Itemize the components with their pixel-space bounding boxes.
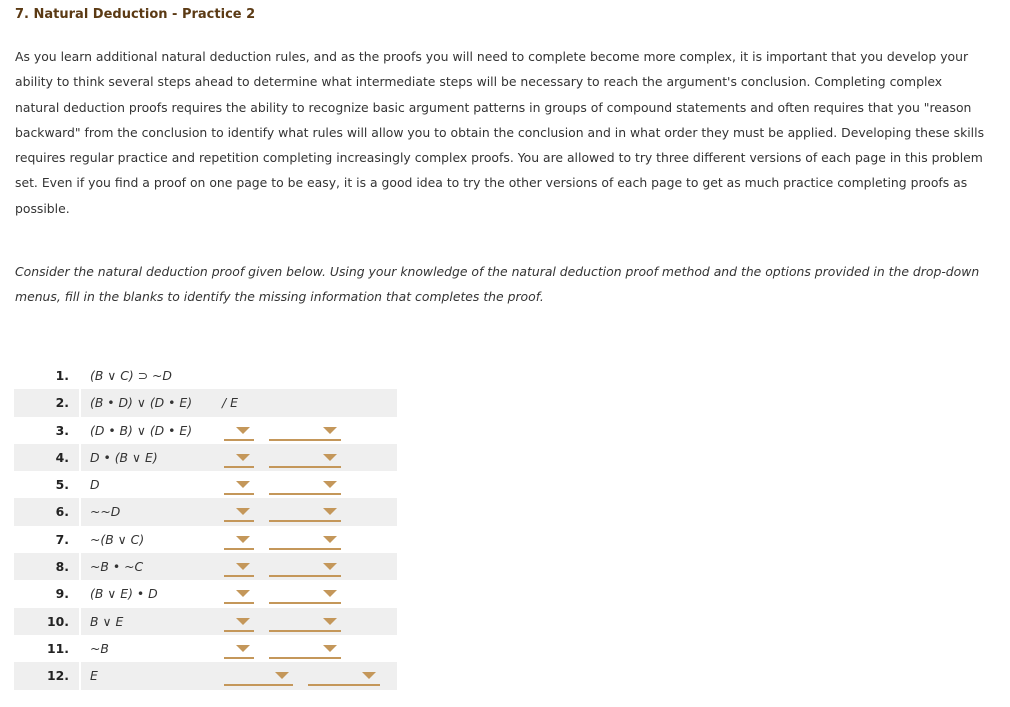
dropdown-arrow-icon: [236, 536, 250, 543]
proof-line: [14, 471, 397, 498]
line-number: 5.: [55, 477, 69, 493]
line-formula: ~B • ~C: [90, 559, 144, 575]
dropdown-arrow-icon: [236, 454, 250, 461]
line-formula: E: [90, 668, 98, 684]
line-reference-dropdown[interactable]: [224, 586, 254, 604]
line-formula: (B ∨ E) • D: [90, 586, 158, 602]
line-reference-dropdown[interactable]: [224, 668, 293, 686]
instructions: Consider the natural deduction proof given below. Using your knowledge of the natural deduction proof method and the options provided in the drop-down menus, fill in the blanks to identify the missing information that completes the proof.: [15, 264, 980, 305]
dropdown-arrow-icon: [275, 672, 289, 679]
proof-line: [14, 635, 397, 662]
proof-line: [14, 526, 397, 553]
line-reference-dropdown[interactable]: [224, 614, 254, 632]
dropdown-arrow-icon: [323, 536, 337, 543]
line-number: 12.: [47, 668, 69, 684]
line-formula: (D • B) ∨ (D • E): [90, 422, 193, 438]
proof-line: [14, 444, 397, 471]
line-number: 2.: [55, 395, 69, 411]
line-number: 8.: [55, 559, 69, 575]
line-reference-dropdown[interactable]: [224, 559, 254, 577]
line-formula: D • (B ∨ E): [90, 449, 158, 465]
proof-line: [14, 389, 397, 416]
proof-table: [14, 362, 397, 690]
dropdown-arrow-icon: [323, 454, 337, 461]
dropdown-arrow-icon: [236, 618, 250, 625]
rule-dropdown[interactable]: [269, 423, 341, 441]
line-reference-dropdown[interactable]: [224, 477, 254, 495]
line-number: 11.: [47, 640, 69, 656]
rule-dropdown[interactable]: [269, 504, 341, 522]
line-formula: D: [90, 477, 100, 493]
rule-dropdown[interactable]: [269, 559, 341, 577]
line-formula: (B • D) ∨ (D • E): [90, 395, 193, 411]
rule-dropdown[interactable]: [269, 586, 341, 604]
dropdown-arrow-icon: [323, 563, 337, 570]
line-number: 6.: [55, 504, 69, 520]
line-formula: ~~D: [90, 504, 121, 520]
rule-dropdown[interactable]: [269, 450, 341, 468]
rule-dropdown[interactable]: [308, 668, 380, 686]
intro-paragraph: As you learn additional natural deduction rules, and as the proofs you will need to complete become more complex, it is important that you develop your ability to think several steps ahead to determine what intermediate steps will be necessary to reach the argument's conclusion. Completing complex natural deduction proofs requires the ability to recognize basic argument patterns in groups of compound statements and often requires that you "reason backward" from the conclusion to identify what rules will allow you to obtain the conclusion and in what order they must be applied. Developing these skills requires regular practice and repetition completing increasingly complex proofs. You are allowed to try three different versions of each page in this problem set. Even if you find a proof on one page to be easy, it is a good idea to try the other versions of each page to get as much practice completing proofs as possible.: [15, 49, 985, 216]
line-reference-dropdown[interactable]: [224, 641, 254, 659]
line-formula: ~(B ∨ C): [90, 531, 145, 547]
dropdown-arrow-icon: [236, 508, 250, 515]
dropdown-arrow-icon: [323, 508, 337, 515]
line-number: 10.: [47, 613, 69, 629]
rule-dropdown[interactable]: [269, 532, 341, 550]
line-number: 1.: [55, 368, 69, 383]
dropdown-arrow-icon: [236, 645, 250, 652]
proof-line: [14, 417, 397, 444]
line-formula: B ∨ E: [90, 613, 124, 629]
proof-line: [14, 662, 397, 689]
dropdown-arrow-icon: [323, 618, 337, 625]
line-formula: (B ∨ C) ⊃ ~D: [90, 368, 172, 383]
rule-dropdown[interactable]: [269, 641, 341, 659]
proof-line: [14, 553, 397, 580]
line-reference-dropdown[interactable]: [224, 423, 254, 441]
rule-dropdown[interactable]: [269, 614, 341, 632]
page-title: 7. Natural Deduction - Practice 2: [15, 7, 256, 22]
dropdown-arrow-icon: [236, 563, 250, 570]
line-number: 9.: [55, 586, 69, 602]
line-reference-dropdown[interactable]: [224, 532, 254, 550]
dropdown-arrow-icon: [323, 481, 337, 488]
dropdown-arrow-icon: [236, 427, 250, 434]
dropdown-arrow-icon: [236, 481, 250, 488]
line-number: 4.: [55, 449, 69, 465]
line-number: 3.: [55, 422, 69, 438]
dropdown-arrow-icon: [236, 590, 250, 597]
proof-line: [14, 608, 397, 635]
proof-line: [14, 580, 397, 607]
proof-line: [14, 498, 397, 525]
line-formula: ~B: [90, 640, 109, 656]
line-number: 7.: [55, 531, 69, 547]
dropdown-arrow-icon: [323, 645, 337, 652]
conclusion-marker: / E: [222, 395, 238, 411]
line-reference-dropdown[interactable]: [224, 504, 254, 522]
dropdown-arrow-icon: [323, 427, 337, 434]
proof-line: [14, 362, 397, 389]
rule-dropdown[interactable]: [269, 477, 341, 495]
dropdown-arrow-icon: [362, 672, 376, 679]
line-reference-dropdown[interactable]: [224, 450, 254, 468]
dropdown-arrow-icon: [323, 590, 337, 597]
